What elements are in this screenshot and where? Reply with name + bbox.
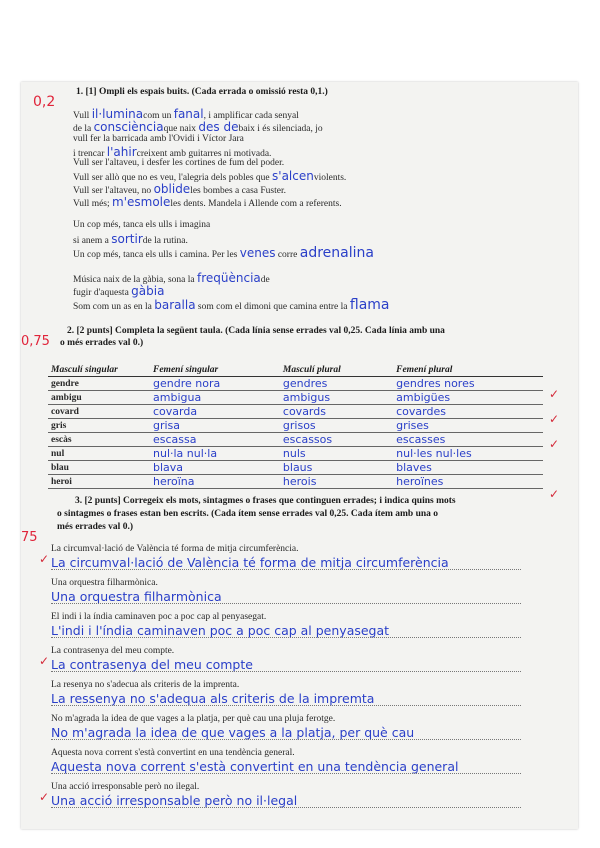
answer-line — [51, 671, 521, 672]
ex1-line: si anem a sortirde la rutina. — [73, 232, 188, 246]
col-header: Masculí plural — [280, 364, 393, 377]
answer-blank: s'alcen — [272, 169, 314, 183]
ex3-title-cont: més errades val 0.) — [57, 522, 133, 532]
ex3-printed: Una orquestra filharmònica. — [51, 578, 158, 588]
answer-blank: adrenalina — [299, 245, 374, 261]
check-mark: ✓ — [549, 437, 560, 451]
table-cell-answer: nuls — [280, 447, 393, 461]
table-cell-answer: nul·les nul·les — [393, 447, 543, 461]
ex3-score: 75 — [21, 530, 38, 545]
ex3-answer: L'indi i l'índia caminaven poc a poc cap al penyasegat — [51, 623, 390, 638]
table-cell-answer: gendres nores — [393, 377, 543, 391]
ex3-answer: La circumval·lació de València té forma de mitja circumferència — [51, 555, 449, 570]
table-cell-given: covard — [48, 405, 150, 419]
table-cell-answer: nul·la nul·la — [150, 447, 280, 461]
ex1-line: vull fer la barricada amb l'Ovidi i Víctor Jara — [73, 134, 244, 144]
check-mark: ✓ — [39, 790, 50, 804]
table-cell-answer: gendres — [280, 377, 393, 391]
table-cell-answer: escassa — [150, 433, 280, 447]
col-header: Femení singular — [150, 364, 280, 377]
check-mark: ✓ — [549, 412, 560, 426]
table-cell-answer: herois — [280, 475, 393, 489]
table-cell-answer: grisa — [150, 419, 280, 433]
answer-blank: consciència — [93, 120, 164, 134]
ex1-line: Vull ser allò que no es veu, l'alegria dels pobles que s'alcenviolents. — [73, 169, 347, 183]
adjective-table — [48, 364, 543, 489]
answer-line — [51, 773, 521, 774]
answer-blank: oblide — [153, 182, 191, 196]
table-cell-answer: heroïnes — [393, 475, 543, 489]
table-cell-answer: blaves — [393, 461, 543, 475]
check-mark: ✓ — [39, 552, 50, 566]
table-cell-answer: escasses — [393, 433, 543, 447]
table-cell-answer: grises — [393, 419, 543, 433]
ex1-line: Vull més; m'esmoleles dents. Mandela i Allende com a referents. — [73, 195, 342, 209]
check-mark: ✓ — [549, 387, 560, 401]
answer-blank: m'esmole — [112, 195, 171, 209]
ex3-printed: Aquesta nova corrent s'està convertint en una tendència general. — [51, 748, 295, 758]
answer-blank: l'ahir — [106, 145, 137, 159]
ex3-answer: La ressenya no s'adequa als criteris de la impremta — [51, 691, 375, 706]
table-cell-answer: escassos — [280, 433, 393, 447]
ex1-line: Un cop més, tanca els ulls i imagina — [73, 220, 211, 230]
table-row — [48, 461, 543, 475]
table-header-row — [48, 364, 543, 377]
table-cell-answer: covarda — [150, 405, 280, 419]
ex3-printed: La resenya no s'adecua als criteris de la imprenta. — [51, 680, 240, 690]
ex1-line: Vull ser l'altaveu, no oblideles bombes a casa Fuster. — [73, 182, 286, 196]
ex1-line: Un cop més, tanca els ulls i camina. Per les venes corre adrenalina — [73, 245, 374, 261]
table-cell-given: blau — [48, 461, 150, 475]
table-row — [48, 447, 543, 461]
answer-line — [51, 739, 521, 740]
answer-line — [51, 603, 521, 604]
table-cell-answer: ambigua — [150, 391, 280, 405]
answer-line — [51, 637, 521, 638]
table-cell-answer: ambigus — [280, 391, 393, 405]
answer-blank: baralla — [154, 298, 196, 312]
table-cell-answer: covardes — [393, 405, 543, 419]
ex2-title: 2. [2 punts] Completa la següent taula. (Cada línia sense errades val 0,25. Cada línia amb una — [67, 326, 445, 336]
table-cell-answer: gendre nora — [150, 377, 280, 391]
ex1-line: fugir d'aquesta gàbia — [73, 284, 165, 298]
ex3-printed: La circumval·lació de València té forma de mitja circumferència. — [51, 544, 299, 554]
table-cell-answer: grisos — [280, 419, 393, 433]
check-mark: ✓ — [39, 654, 50, 668]
ex3-answer: Una orquestra filharmònica — [51, 589, 222, 604]
table-cell-given: gendre — [48, 377, 150, 391]
table-cell-given: escàs — [48, 433, 150, 447]
ex3-answer: La contrasenya del meu compte — [51, 657, 253, 672]
answer-blank: gàbia — [131, 284, 165, 298]
ex1-line: Som com un as en la baralla som com el dimoni que camina entre la flama — [73, 297, 390, 313]
table-cell-answer: blava — [150, 461, 280, 475]
ex3-title: 3. [2 punts] Corregeix els mots, sintagmes o frases que continguen errades; i indica quins mots — [75, 496, 456, 506]
answer-blank: des de — [198, 120, 239, 134]
table-cell-given: heroi — [48, 475, 150, 489]
answer-blank: freqüència — [197, 271, 261, 285]
answer-line — [51, 807, 521, 808]
table-cell-given: gris — [48, 419, 150, 433]
ex2-title-cont: o més errades val 0.) — [60, 338, 144, 348]
table-cell-given: ambigu — [48, 391, 150, 405]
ex3-title-cont: o sintagmes o frases estan ben escrits. (Cada ítem sense errades val 0,25. Cada ítem amb una o — [57, 509, 439, 519]
answer-blank: sortir — [111, 232, 143, 246]
ex1-line: i trencar l'ahircreixent amb guitarres ni motivada. — [73, 145, 272, 159]
table-cell-answer: blaus — [280, 461, 393, 475]
table-row — [48, 377, 543, 391]
ex1-line: de la consciènciaque naix des debaix i és silenciada, jo — [73, 120, 323, 134]
answer-line — [51, 705, 521, 706]
answer-blank: fanal — [173, 107, 204, 121]
table-row — [48, 475, 543, 489]
ex1-line: Música naix de la gàbia, sona la freqüènciade — [73, 271, 270, 285]
table-cell-answer: ambigües — [393, 391, 543, 405]
answer-blank: venes — [239, 246, 276, 260]
ex1-line: Vull il·luminacom un fanal, i amplificar cada senyal — [73, 107, 299, 121]
answer-blank: flama — [349, 297, 390, 313]
answer-blank: il·lumina — [91, 107, 144, 121]
ex3-printed: La contrasenya del meu compte. — [51, 646, 175, 656]
answer-line — [51, 569, 521, 570]
check-mark: ✓ — [549, 487, 560, 501]
ex3-printed: El indi i la índia caminaven poc a poc cap al penyasegat. — [51, 612, 267, 622]
table-row — [48, 433, 543, 447]
ex1-score: 0,2 — [33, 94, 56, 110]
table-row — [48, 419, 543, 433]
ex3-answer: No m'agrada la idea de que vages a la platja, per què cau — [51, 725, 415, 740]
ex1-title: 1. [1] Ompli els espais buits. (Cada errada o omissió resta 0,1.) — [76, 87, 328, 97]
col-header: Masculí singular — [48, 364, 150, 377]
ex3-answer: Aquesta nova corrent s'està convertint en una tendència general — [51, 759, 459, 774]
ex1-line: Vull ser l'altaveu, i desfer les cortines de fum del poder. — [73, 158, 285, 168]
ex3-printed: Una acció irresponsable però no ilegal. — [51, 782, 200, 792]
ex2-score: 0,75 — [21, 334, 50, 349]
table-cell-answer: heroïna — [150, 475, 280, 489]
col-header: Femení plural — [393, 364, 543, 377]
table-row — [48, 391, 543, 405]
ex3-answer: Una acció irresponsable però no il·legal — [51, 793, 298, 808]
table-cell-given: nul — [48, 447, 150, 461]
table-row — [48, 405, 543, 419]
exam-sheet — [21, 82, 578, 829]
ex3-printed: No m'agrada la idea de que vages a la platja, per què cau una pluja ferotge. — [51, 714, 336, 724]
table-cell-answer: covards — [280, 405, 393, 419]
